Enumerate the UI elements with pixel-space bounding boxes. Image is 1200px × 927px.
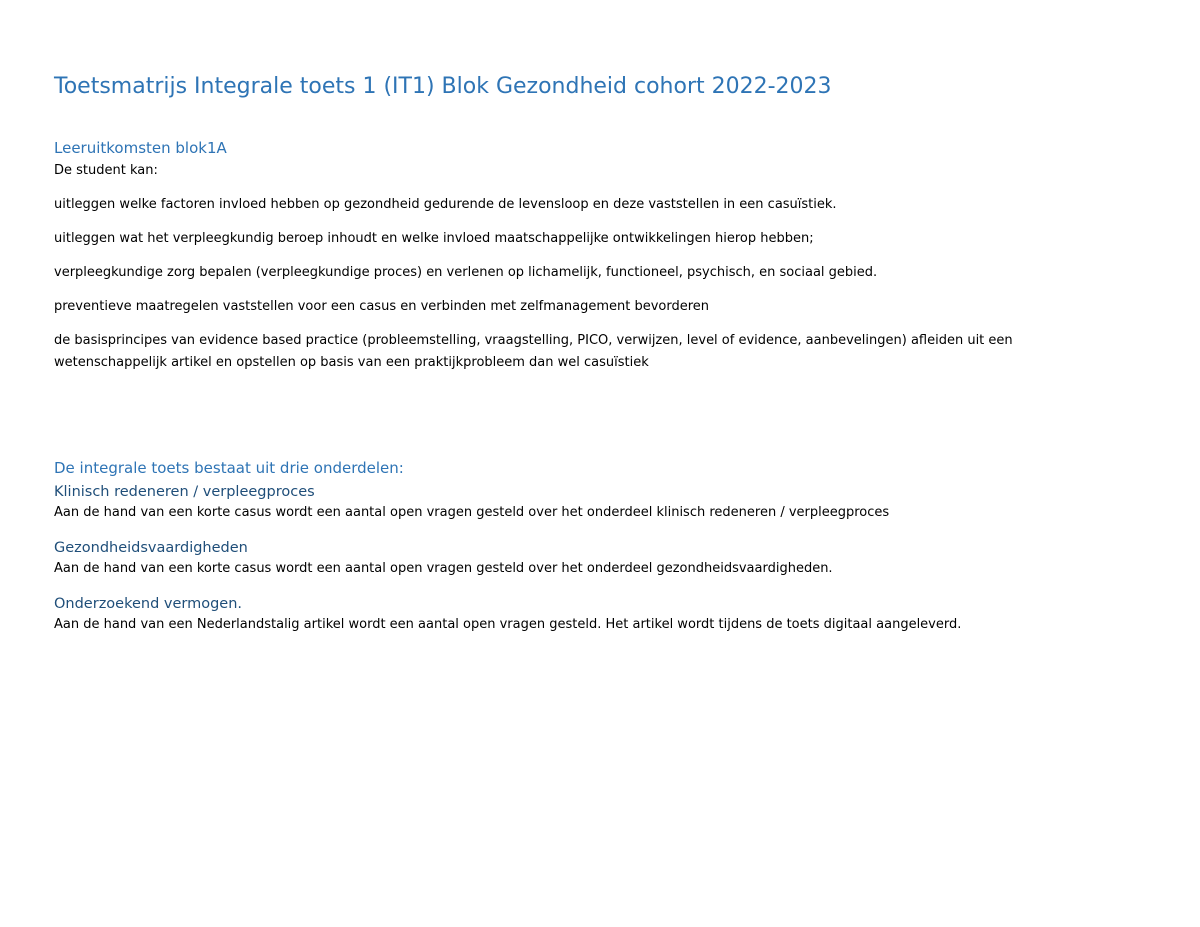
test-parts-heading: De integrale toets bestaat uit drie onderdelen: xyxy=(54,459,404,477)
test-part-title: Onderzoekend vermogen. xyxy=(54,596,243,612)
learning-outcomes-list xyxy=(54,194,1114,374)
learning-outcome-item: de basisprincipes van evidence based practice (probleemstelling, vraagstelling, PICO, verwijzen, level of evidence, aanbevelingen) afleiden uit een wetenschappelijk artikel en opstellen op basis van een praktijkprobleem dan wel casuïstiek xyxy=(54,333,1013,370)
document-title: Toetsmatrijs Integrale toets 1 (IT1) Blok Gezondheid cohort 2022-2023 xyxy=(54,74,832,99)
test-part-research-ability xyxy=(54,594,1114,636)
learning-outcome-item: verpleegkundige zorg bepalen (verpleegkundige proces) en verlenen op lichamelijk, functioneel, psychisch, en sociaal gebied. xyxy=(54,265,878,280)
learning-outcomes-section xyxy=(54,138,1114,374)
learning-outcomes-intro: De student kan: xyxy=(54,163,158,178)
test-part-description: Aan de hand van een korte casus wordt een aantal open vragen gesteld over het onderdeel gezondheidsvaardigheden. xyxy=(54,561,833,576)
test-part-clinical-reasoning xyxy=(54,482,1114,524)
test-part-title: Gezondheidsvaardigheden xyxy=(54,540,248,556)
learning-outcome-item: uitleggen wat het verpleegkundig beroep inhoudt en welke invloed maatschappelijke ontwikkelingen hierop hebben; xyxy=(54,231,814,246)
learning-outcome-item: preventieve maatregelen vaststellen voor een casus en verbinden met zelfmanagement bevorderen xyxy=(54,299,710,314)
test-parts-section xyxy=(54,458,1114,650)
test-part-health-skills xyxy=(54,538,1114,580)
test-part-description: Aan de hand van een korte casus wordt een aantal open vragen gesteld over het onderdeel klinisch redeneren / verpleegproces xyxy=(54,505,890,520)
learning-outcomes-heading: Leeruitkomsten blok1A xyxy=(54,139,227,157)
test-part-title: Klinisch redeneren / verpleegproces xyxy=(54,484,315,500)
test-part-description: Aan de hand van een Nederlandstalig artikel wordt een aantal open vragen gesteld. Het artikel wordt tijdens de toets digitaal aangeleverd. xyxy=(54,617,962,632)
learning-outcome-item: uitleggen welke factoren invloed hebben op gezondheid gedurende de levensloop en deze vaststellen in een casuïstiek. xyxy=(54,197,837,212)
